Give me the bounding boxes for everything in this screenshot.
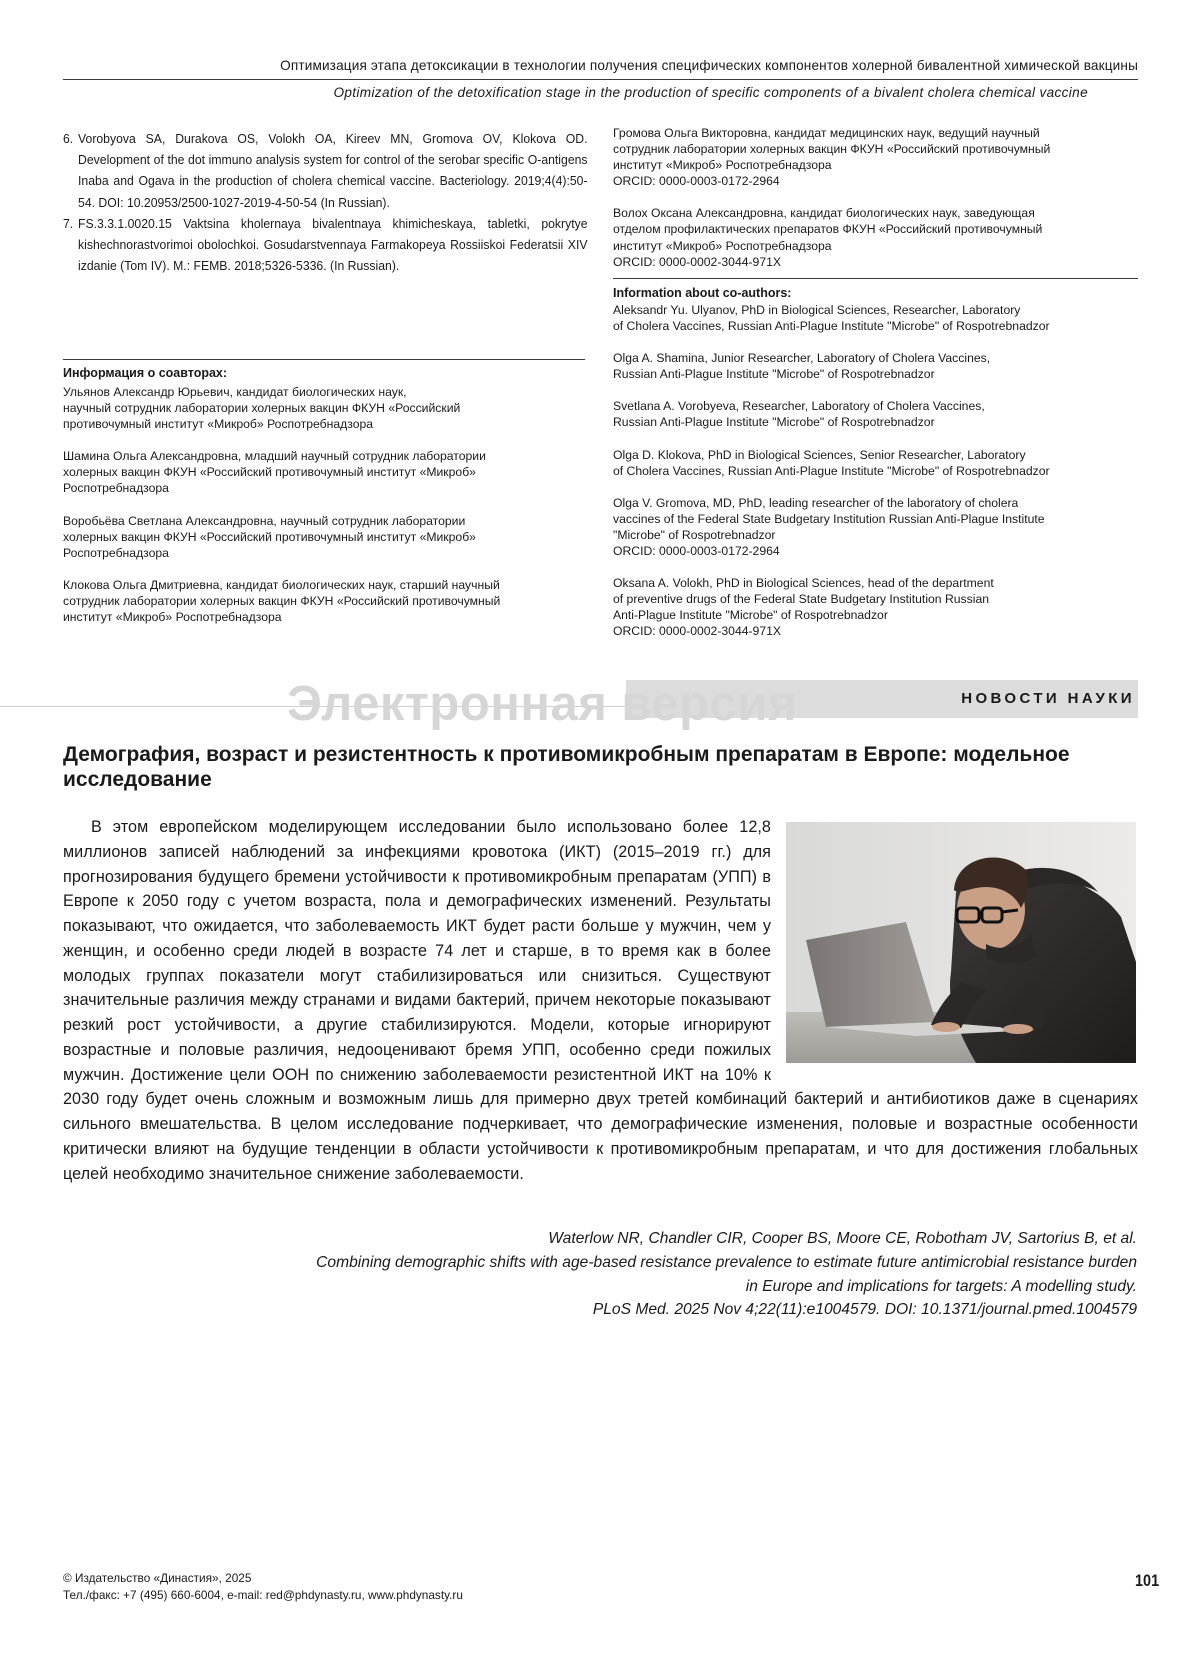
reference-item [63, 213, 588, 277]
coauthor-entry: Воробьёва Светлана Александровна, научный сотрудник лаборатории холерных вакцин ФКУН «Российский противочумный институт «Микроб» Роспотребнадзора [63, 513, 476, 560]
coauthor-entry: Волох Оксана Александровна, кандидат биологических наук, заведующая отделом профилактических препаратов ФКУН «Российский противочумный институт «Микроб» Роспотребнадзора ORCID: 0000-0002-3044-971X [613, 206, 1043, 269]
section-label: НОВОСТИ НАУКИ [961, 690, 1135, 707]
coauthor-entry: Olga V. Gromova, MD, PhD, leading researcher of the laboratory of cholera vaccines of the Federal State Budgetary Institution Russian Anti-Plague Institute "Microbe" of Rospotrebnadzor ORCID: 0000-0003-0172-2964 [613, 495, 1045, 559]
coauthor-entry: Клокова Ольга Дмитриевна, кандидат биологических наук, старший научный сотрудник лаборатории холерных вакцин ФКУН «Российский противочумный институт «Микроб» Роспотребнадзора [63, 577, 501, 625]
coauthors-ru-block [63, 365, 593, 641]
coauthors-ru-title: Информация о соавторах: [63, 366, 228, 380]
reference-text: Vorobyova SA, Durakova OS, Volokh OA, Kireev MN, Gromova OV, Klokova OD. Development of the dot immuno analysis system for control of the serobar specific O-antigens Inaba and Ogava in the production of cholera chemical vaccine. Bacteriology. 2019;4(4):50-54. DOI: 10.20953/2500-1027-2019-4-50-54 (In Russian). [78, 131, 588, 210]
watermark: Электронная версия [287, 677, 798, 731]
running-header-en: Optimization of the detoxification stage in the production of specific components of a bivalent cholera chemical vaccine [333, 85, 1088, 100]
coauthor-entry: Ульянов Александр Юрьевич, кандидат биологических наук, научный сотрудник лаборатории холерных вакцин ФКУН «Российский противочумный институт «Микроб» Роспотребнадзора [63, 385, 461, 432]
article-paragraph: В этом европейском моделирующем исследовании было использовано более 12,8 миллионов записей наблюдений за инфекциями кровотока (ИКТ) (2015–2019 гг.) для прогнозирования будущего бремени устойчивости к противомикробным препаратам (УПП) в Европе к 2050 году с учетом возраста, пола и демографических изменений. Результаты показывают, что ожидается, что заболеваемость ИКТ будет расти больше у мужчин, чем у женщин, и особенно среди людей в возрасте 74 лет и старше, в то время как в более молодых группах показатели могут стабилизироваться или снизиться. Существуют значительные различия между странами и видами бактерий, причем некоторые показывают резкий рост устойчивости, а другие стабилизируются. Модели, которые игнорируют возрастные и половые различия, недооценивают бремя УПП, особенно среди пожилых мужчин. Достижение цели ООН по снижению заболеваемости резистентной ИКТ на 10% к 2030 году будет очень сложным и возможным лишь для примерно двух третей комбинаций бактерий и антибиотиков даже в сценариях сильного вмешательства. В целом исследование подчеркивает, что демографические изменения, половые и возрастные особенности критически влияют на будущие тенденции в области устойчивости к противомикробным препаратам, и что для достижения глобальных целей необходимо значительное снижение заболеваемости. [63, 818, 1138, 1183]
footer-contacts: Тел./факс: +7 (495) 660-6004, e-mail: red@phdynasty.ru, www.phdynasty.ru [63, 1587, 463, 1602]
coauthor-entry: Шамина Ольга Александровна, младший научный сотрудник лаборатории холерных вакцин ФКУН «Российский противочумный институт «Микроб» Роспотребнадзора [63, 449, 486, 496]
coauthors-en-title: Information about co-authors: [613, 286, 792, 300]
header-rule [63, 79, 1138, 80]
citation-title-line1: Combining demographic shifts with age-based resistance prevalence to estimate future antimicrobial resistance burden [316, 1253, 1137, 1271]
reference-number: 7. [63, 215, 74, 231]
reference-number: 6. [63, 131, 74, 146]
citation-source: PLoS Med. 2025 Nov 4;22(11):e1004579. DOI: 10.1371/journal.pmed.1004579 [592, 1301, 1137, 1319]
coauthor-entry: Olga A. Shamina, Junior Researcher, Laboratory of Cholera Vaccines, Russian Anti-Plague Institute "Microbe" of Rospotrebnadzor [613, 351, 991, 382]
coauthor-entry: Oksana A. Volokh, PhD in Biological Sciences, head of the department of preventive drugs of the Federal State Budgetary Institution Russian Anti-Plague Institute "Microbe" of Rospotrebnadzor ORCID: 0000-0002-3044-971X [613, 576, 994, 639]
page-number: 101 [1135, 1571, 1160, 1590]
coauthors-ru-continued [613, 125, 1148, 286]
section-rule [63, 359, 585, 360]
reference-item [63, 128, 588, 213]
reference-text: FS.3.3.1.0020.15 Vaktsina kholernaya bivalentnaya khimicheskaya, tabletki, pokrytye kishechnorastvorimoi obolochkoi. Gosudarstvennaya Farmakopeya Rossiiskoi Federatsii XIV izdanie (Tom IV). M.: FEMB. 2018;5326-5336. (In Russian). [78, 215, 588, 274]
coauthor-entry: Olga D. Klokova, PhD in Biological Sciences, Senior Researcher, Laboratory of Cholera Vaccines, Russian Anti-Plague Institute "Microbe" of Rospotrebnadzor [613, 447, 1050, 478]
article-citation [150, 1227, 1137, 1322]
article-title: Демография, возраст и резистентность к противомикробным препаратам в Европе: модельное исследование [63, 743, 1070, 791]
citation-authors: Waterlow NR, Chandler CIR, Cooper BS, Moore CE, Robotham JV, Sartorius B, et al. [548, 1230, 1137, 1247]
coauthor-entry: Громова Ольга Викторовна, кандидат медицинских наук, ведущий научный сотрудник лаборатории холерных вакцин ФКУН «Российский противочумный институт «Микроб» Роспотребнадзора ORCID: 0000-0003-0172-2964 [613, 126, 1051, 189]
coauthors-en-block [613, 285, 1148, 656]
article-photo [786, 822, 1136, 1063]
section-rule [613, 278, 1138, 279]
coauthor-entry: Aleksandr Yu. Ulyanov, PhD in Biological Sciences, Researcher, Laboratory of Cholera Vaccines, Russian Anti-Plague Institute "Microbe" of Rospotrebnadzor [613, 303, 1050, 334]
coauthor-entry: Svetlana A. Vorobyeva, Researcher, Laboratory of Cholera Vaccines, Russian Anti-Plague Institute "Microbe" of Rospotrebnadzor [613, 399, 985, 430]
page-footer [63, 1570, 463, 1603]
reference-list [63, 128, 588, 276]
footer-copyright: © Издательство «Династия», 2025 [63, 1571, 252, 1585]
citation-title-line2: in Europe and implications for targets: A modelling study. [745, 1277, 1137, 1295]
running-header-ru: Оптимизация этапа детоксикации в технологии получения специфических компонентов холерной бивалентной химической вакцины [280, 58, 1138, 73]
